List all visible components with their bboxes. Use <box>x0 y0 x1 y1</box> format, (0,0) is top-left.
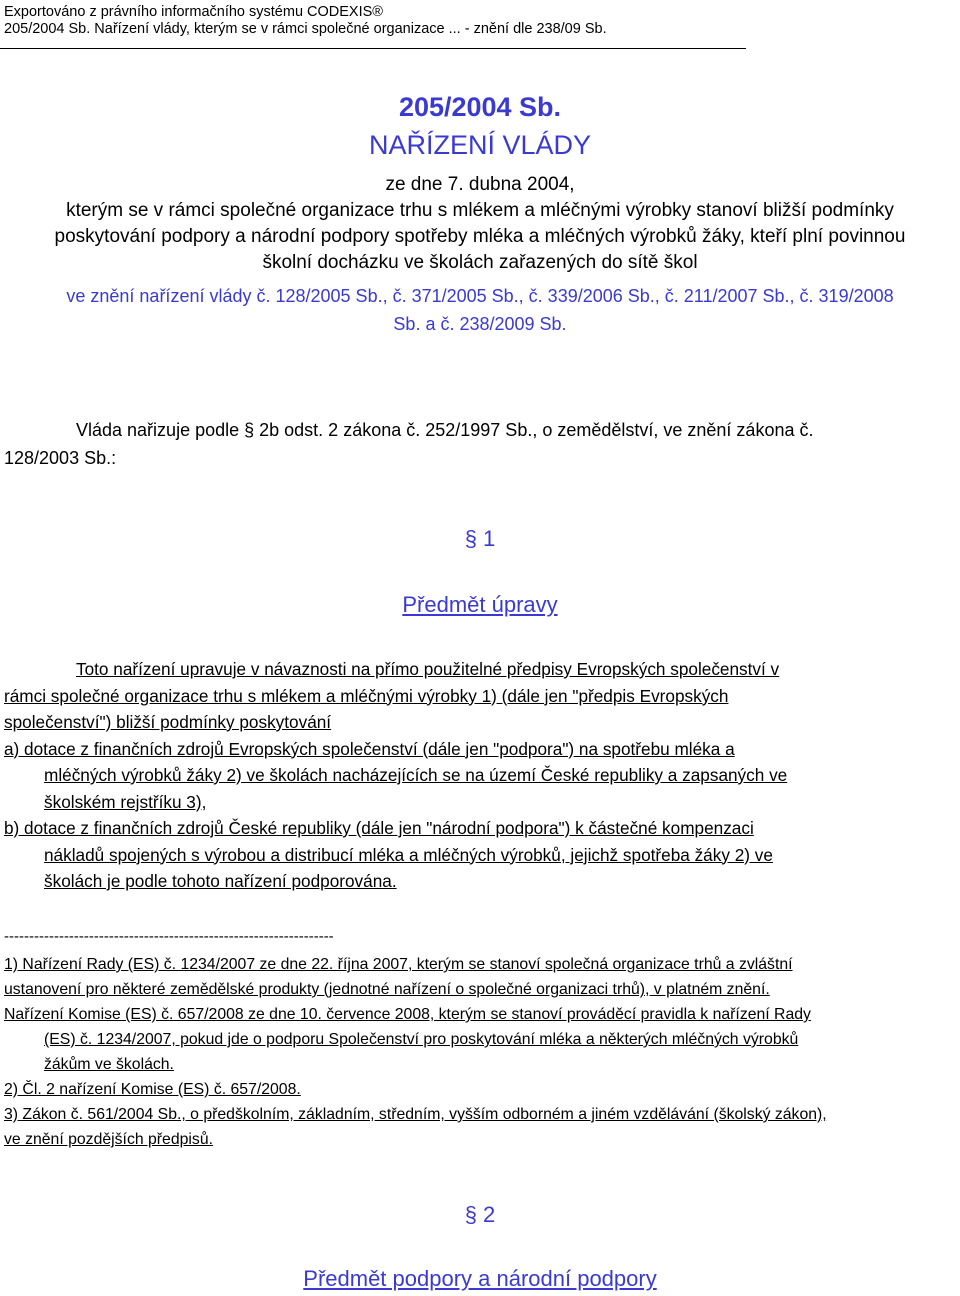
title-line: poskytování podpory a národní podpory spotřeby mléka a mléčných výrobků žáky, kteří plní povinnou <box>54 226 906 247</box>
footnote-line: ve znění pozdějších předpisů. <box>4 1131 214 1148</box>
item-a-line: mléčných výrobků žáky 2) ve školách nacházejících se na území České republiky a zapsaných ve <box>44 765 788 785</box>
item-a-line: školském rejstříku 3), <box>44 791 207 812</box>
document-title <box>0 198 960 276</box>
item-b-line: b) dotace z finančních zdrojů České republiky (dále jen "národní podpora") k částečné kompenzaci <box>4 818 754 838</box>
footnote-line: 3) Zákon č. 561/2004 Sb., o předškolním, základním, středním, vyšším odborném a jiném vzdělávání (školský zákon), <box>4 1106 827 1123</box>
amendments-line: ve znění nařízení vlády č. 128/2005 Sb., č. 371/2005 Sb., č. 339/2006 Sb., č. 211/2007 Sb., č. 319/2008 <box>66 286 894 306</box>
amendments-line: Sb. a č. 238/2009 Sb. <box>393 314 567 334</box>
document-date: ze dne 7. dubna 2004, <box>385 174 575 195</box>
item-a-line: a) dotace z finančních zdrojů Evropských společenství (dále jen "podpora") na spotřebu mléka a <box>4 738 735 759</box>
preamble-line: Vláda nařizuje podle § 2b odst. 2 zákona č. 252/1997 Sb., o zemědělství, ve znění zákona č. <box>76 420 814 440</box>
footnotes <box>4 952 959 1152</box>
footnote-line: (ES) č. 1234/2007, pokud jde o podporu Společenství pro poskytování mléka a některých mléčných výrobků <box>44 1031 799 1048</box>
section-2-heading: Předmět podpory a národní podpory <box>303 1266 657 1291</box>
intro-line: Toto nařízení upravuje v návaznosti na přímo použitelné předpisy Evropských společenství v <box>76 659 780 679</box>
export-header <box>4 4 607 38</box>
header-line-1: Exportováno z právního informačního systému CODEXIS® <box>4 4 383 20</box>
document-number: 205/2004 Sb. <box>398 92 562 122</box>
header-line-2: 205/2004 Sb. Nařízení vlády, kterým se v rámci společné organizace ... - znění dle 238/09 Sb. <box>4 21 607 37</box>
preamble <box>4 416 924 472</box>
section-2-number: § 2 <box>464 1202 496 1227</box>
footnote-line: Nařízení Komise (ES) č. 657/2008 ze dne 10. července 2008, kterým se stanoví prováděcí pravidla k nařízení Rady <box>4 1006 811 1023</box>
item-b-line: školách je podle tohoto nařízení podporována. <box>44 871 397 891</box>
header-rule <box>0 48 746 49</box>
preamble-line: 128/2003 Sb.: <box>4 448 117 468</box>
footnote-separator: ------------------------------------------------------------------ <box>4 928 334 945</box>
section-1-text <box>4 656 934 895</box>
footnote-line: 1) Nařízení Rady (ES) č. 1234/2007 ze dne 22. října 2007, kterým se stanoví společná organizace trhů a zvláštní <box>4 956 793 973</box>
section-1-number: § 1 <box>464 526 496 551</box>
footnote-line: ustanovení pro některé zemědělské produkty (jednotné nařízení o společné organizaci trhů), v platném znění. <box>4 981 770 998</box>
title-line: školní docházku ve školách zařazených do sítě škol <box>262 252 698 273</box>
item-b-line: nákladů spojených s výrobou a distribucí mléka a mléčných výrobků, jejichž spotřeba žáky 2) ve <box>44 844 773 865</box>
footnote-line: žákům ve školách. <box>44 1056 174 1073</box>
document-type: NAŘÍZENÍ VLÁDY <box>368 130 592 160</box>
amendments <box>0 282 960 338</box>
section-1-heading: Předmět úpravy <box>402 592 558 617</box>
title-line: kterým se v rámci společné organizace trhu s mlékem a mléčnými výrobky stanoví bližší podmínky <box>66 200 894 221</box>
footnote-line: 2) Čl. 2 nařízení Komise (ES) č. 657/2008. <box>4 1081 301 1098</box>
intro-line: společenství") bližší podmínky poskytování <box>4 712 332 732</box>
intro-line: rámci společné organizace trhu s mlékem a mléčnými výrobky 1) (dále jen "předpis Evropských <box>4 685 729 706</box>
